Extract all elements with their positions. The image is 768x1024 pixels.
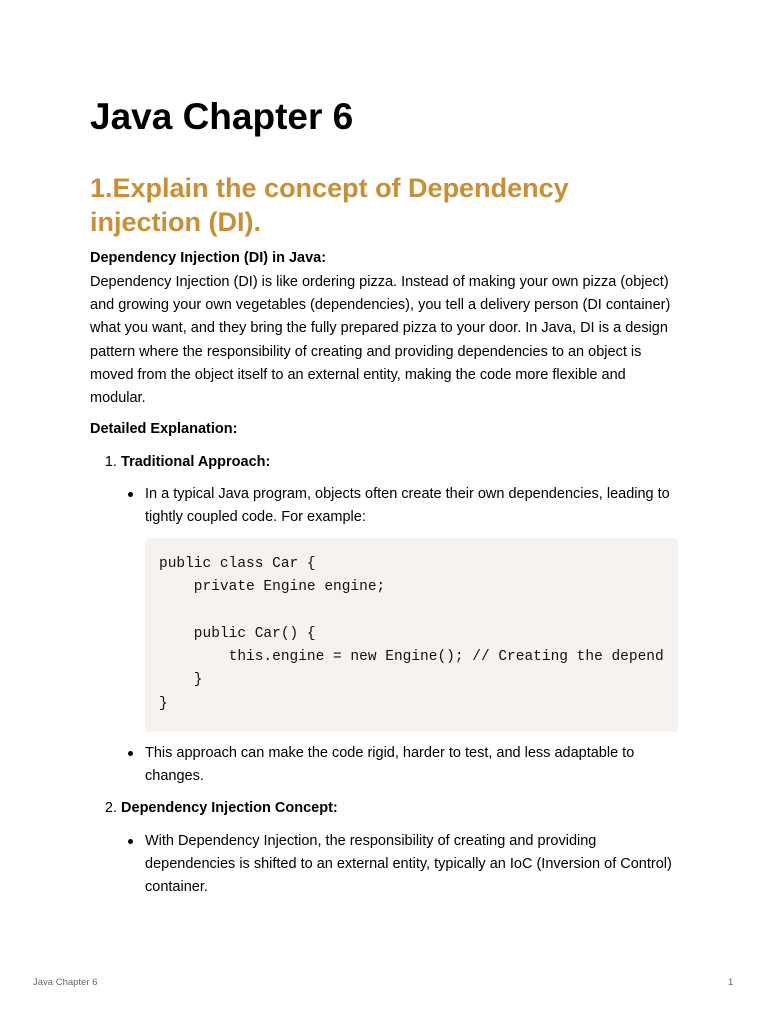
bullet-dot-icon <box>128 839 133 844</box>
item-label: Dependency Injection Concept: <box>121 800 338 816</box>
footer-document-title: Java Chapter 6 <box>33 977 98 988</box>
bullet-text: With Dependency Injection, the responsibility of creating and providing dependencies is shifted to an external entity, typically an IoC (Inversion of Control) container. <box>145 833 672 896</box>
code-block <box>145 538 678 732</box>
document-title: Java Chapter 6 <box>90 96 354 137</box>
item-label: Traditional Approach: <box>121 454 271 470</box>
code-line: public class Car { <box>159 556 316 572</box>
bullet-text: This approach can make the code rigid, harder to test, and less adaptable to changes. <box>145 745 635 785</box>
item-number: 1. <box>104 454 117 470</box>
bullet-item <box>128 830 676 900</box>
code-line: } <box>159 672 203 689</box>
section-heading: 1.Explain the concept of Dependency injection (DI). <box>90 173 569 237</box>
item-number: 2. <box>104 800 117 816</box>
intro-subhead: Dependency Injection (DI) in Java: <box>90 250 327 266</box>
footer-page-number: 1 <box>728 977 734 988</box>
numbered-item-2 <box>90 797 338 820</box>
code-line: } <box>159 695 168 712</box>
bullet-text: In a typical Java program, objects often create their own dependencies, leading to tightly coupled code. For example: <box>145 486 670 526</box>
detail-subhead: Detailed Explanation: <box>90 421 238 437</box>
bullet-dot-icon <box>128 492 133 497</box>
code-line <box>159 600 678 623</box>
intro-paragraph: Dependency Injection (DI) is like ordering pizza. Instead of making your own pizza (object) and growing your own vegetables (dependencies), you tell a delivery person (DI container) what you want, and they bring the fully prepared pizza to your door. In Java, DI is a design pattern where the responsibility of creating and providing dependencies to an object is moved from the object itself to an external entity, making the code more flexible and modular. <box>90 274 671 407</box>
code-line: public Car() { <box>159 625 316 642</box>
code-line: private Engine engine; <box>159 579 386 596</box>
code-line: this.engine = new Engine(); // Creating the depend <box>159 649 664 666</box>
bullet-item <box>128 483 676 529</box>
bullet-item <box>128 742 676 788</box>
numbered-item-1 <box>90 451 270 474</box>
bullet-dot-icon <box>128 751 133 756</box>
